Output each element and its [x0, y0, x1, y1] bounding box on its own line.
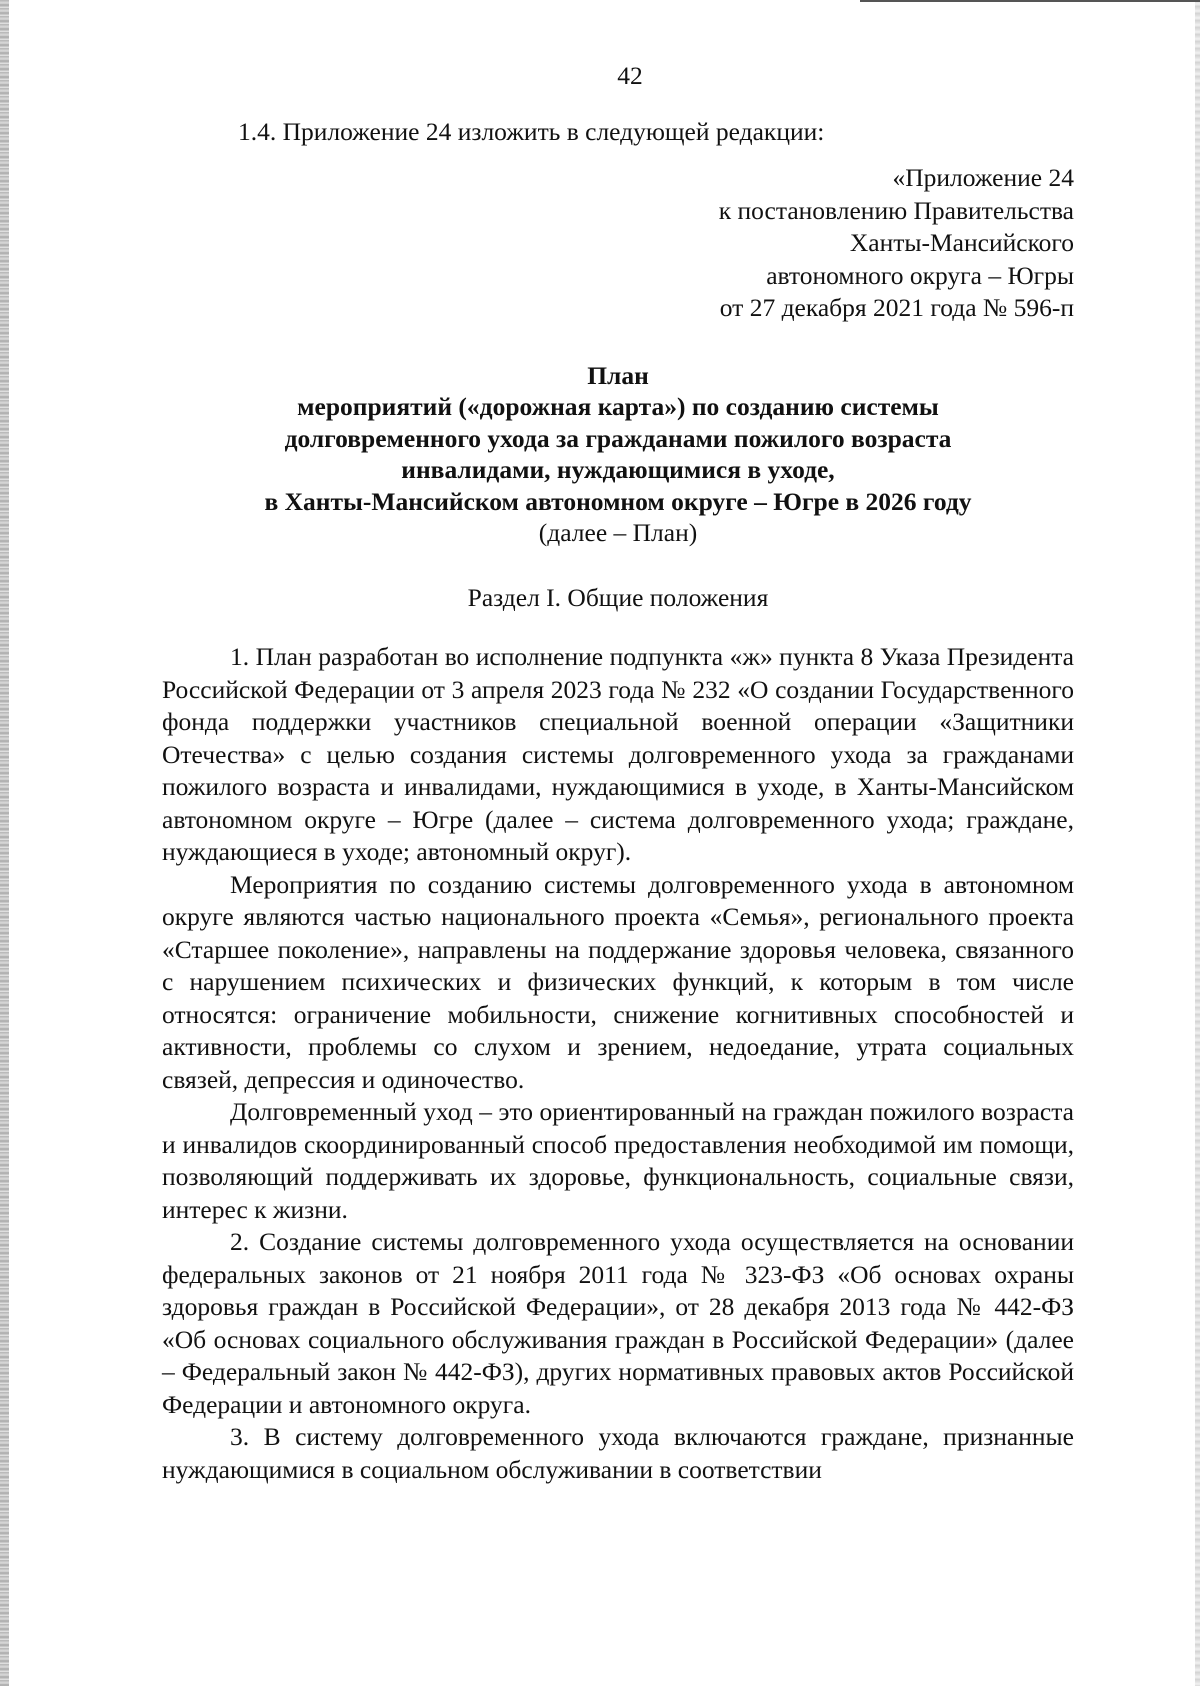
amendment-line: 1.4. Приложение 24 изложить в следующей редакции:: [238, 116, 825, 146]
title-line: План: [587, 360, 649, 390]
section-heading: Раздел I. Общие положения: [467, 582, 769, 612]
scan-edge-top: [860, 0, 1200, 2]
appendix-header-line: Ханты-Мансийского: [849, 228, 1074, 257]
paragraph: Долговременный уход – это ориентированный на граждан пожилого возраста и инвалидов скоординированный способ предоставления необходимой им помощи, позволяющий поддерживать их здоровье, функциональность, социальные связи, интерес к жизни.: [162, 1097, 1074, 1224]
paragraph: 1. План разработан во исполнение подпункта «ж» пункта 8 Указа Президента Российской Федерации от 3 апреля 2023 года № 232 «О создании Государственного фонда поддержки участников специальной военной операции «Защитники Отечества» с целью создания системы долговременного ухода за гражданами пожилого возраста и инвалидами, нуждающимися в уходе, в Ханты-Мансийском автономном округе – Югре (далее – система долговременного ухода; граждане, нуждающиеся в уходе; автономный округ).: [162, 642, 1074, 866]
scan-edge-right: [1195, 0, 1200, 1686]
title-line: инвалидами, нуждающимися в уходе,: [401, 455, 835, 484]
paragraph: 2. Создание системы долговременного ухода осуществляется на основании федеральных законов от 21 ноября 2011 года № 323-ФЗ «Об основах охраны здоровья граждан в Российской Федерации», от 28 декабря 2013 года № 442-ФЗ «Об основах социального обслуживания граждан в Российской Федерации» (далее – Федеральный закон № 442-ФЗ), других нормативных правовых актов Российской Федерации и автономного округа.: [162, 1227, 1074, 1419]
title-line: в Ханты-Мансийском автономном округе – Югре в 2026 году: [264, 486, 972, 516]
title-note: (далее – План): [538, 518, 698, 547]
scan-edge-left: [0, 0, 9, 1686]
paragraph: 3. В систему долговременного ухода включаются граждане, признанные нуждающимися в социальном обслуживании в соответствии: [162, 1422, 1074, 1484]
appendix-header-line: автономного округа – Югры: [766, 260, 1074, 290]
appendix-header-line: от 27 декабря 2021 года № 596-п: [719, 293, 1074, 322]
appendix-header-line: «Приложение 24: [892, 163, 1074, 192]
appendix-header: [162, 162, 1074, 325]
title-line: долговременного ухода за гражданами пожилого возраста: [284, 423, 952, 453]
title-line: мероприятий («дорожная карта») по созданию системы: [297, 392, 939, 421]
document-body: [162, 60, 1074, 1486]
page-number: 42: [617, 61, 643, 90]
paragraph: Мероприятия по созданию системы долговременного ухода в автономном округе являются частью национального проекта «Семья», регионального проекта «Старшее поколение», направлены на поддержание здоровья человека, связанного с нарушением психических и физических функций, к которым в том числе относятся: ограничение мобильности, снижение когнитивных способностей и активности, проблемы со слухом и зрением, недоедание, утрата социальных связей, депрессия и одиночество.: [162, 869, 1074, 1094]
document-title: [162, 360, 1074, 549]
appendix-header-line: к постановлению Правительства: [718, 195, 1074, 225]
